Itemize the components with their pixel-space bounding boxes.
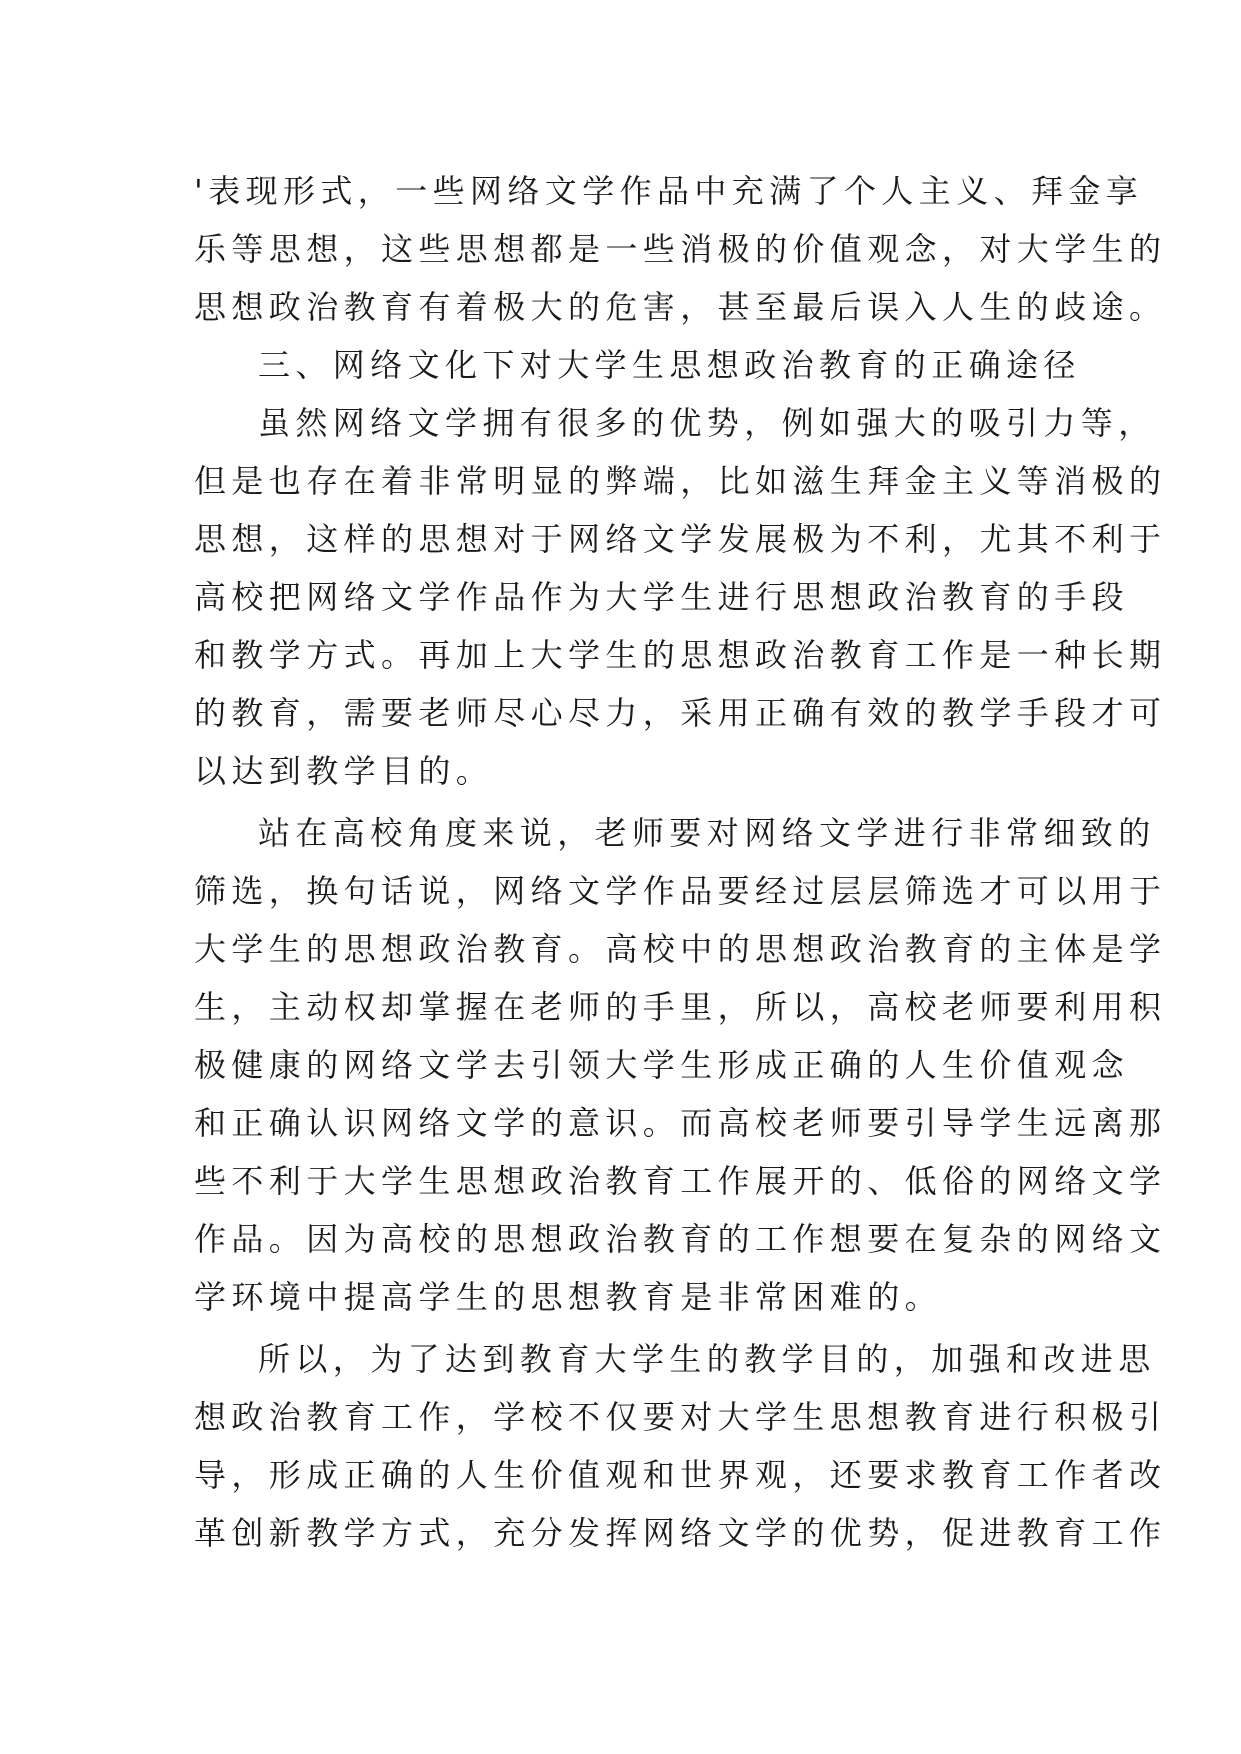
text-line: 极健康的网络文学去引领大学生形成正确的人生价值观念 <box>194 1046 1130 1084</box>
text-line: 的教育，需要老师尽心尽力，采用正确有效的教学手段才可 <box>194 694 1167 732</box>
text-line: 生，主动权却掌握在老师的手里，所以，高校老师要利用积 <box>194 988 1167 1026</box>
paragraph-continuation <box>194 162 1167 336</box>
text-line: 和正确认识网络文学的意识。而高校老师要引导学生远离那 <box>194 1104 1167 1142</box>
text-line: 些不利于大学生思想政治教育工作展开的、低俗的网络文学 <box>194 1162 1167 1200</box>
text-line: 以达到教学目的。 <box>194 752 494 790</box>
text-line: 高校把网络文学作品作为大学生进行思想政治教育的手段 <box>194 578 1130 616</box>
text-line: 思想，这样的思想对于网络文学发展极为不利，尤其不利于 <box>194 520 1167 558</box>
section-heading <box>194 336 1081 394</box>
text-line: 思想政治教育有着极大的危害，甚至最后误入人生的歧途。 <box>194 288 1167 326</box>
paragraph-1 <box>194 394 1167 800</box>
paragraph-3 <box>194 1330 1167 1562</box>
text-line: 和教学方式。再加上大学生的思想政治教育工作是一种长期 <box>194 636 1167 674</box>
text-line: 革创新教学方式，充分发挥网络文学的优势，促进教育工作 <box>194 1514 1167 1552</box>
text-line: 想政治教育工作，学校不仅要对大学生思想教育进行积极引 <box>194 1398 1167 1436</box>
text-line: 导，形成正确的人生价值观和世界观，还要求教育工作者改 <box>194 1456 1167 1494</box>
text-line: 大学生的思想政治教育。高校中的思想政治教育的主体是学 <box>194 930 1167 968</box>
text-line: 但是也存在着非常明显的弊端，比如滋生拜金主义等消极的 <box>194 462 1167 500</box>
text-line: 虽然网络文学拥有很多的优势，例如强大的吸引力等， <box>258 404 1156 442</box>
text-line: '表现形式，一些网络文学作品中充满了个人主义、拜金享 <box>194 172 1144 210</box>
text-line: 筛选，换句话说，网络文学作品要经过层层筛选才可以用于 <box>194 872 1167 910</box>
document-body <box>194 162 1167 1562</box>
text-line: 乐等思想，这些思想都是一些消极的价值观念，对大学生的 <box>194 230 1167 268</box>
text-line: 学环境中提高学生的思想教育是非常困难的。 <box>194 1278 943 1316</box>
text-line: 所以，为了达到教育大学生的教学目的，加强和改进思 <box>258 1340 1156 1378</box>
paragraph-2 <box>194 804 1167 1326</box>
text-line: 站在高校角度来说，老师要对网络文学进行非常细致的 <box>258 814 1156 852</box>
heading-text: 三、网络文化下对大学生思想政治教育的正确途径 <box>258 346 1081 384</box>
text-line: 作品。因为高校的思想政治教育的工作想要在复杂的网络文 <box>194 1220 1167 1258</box>
